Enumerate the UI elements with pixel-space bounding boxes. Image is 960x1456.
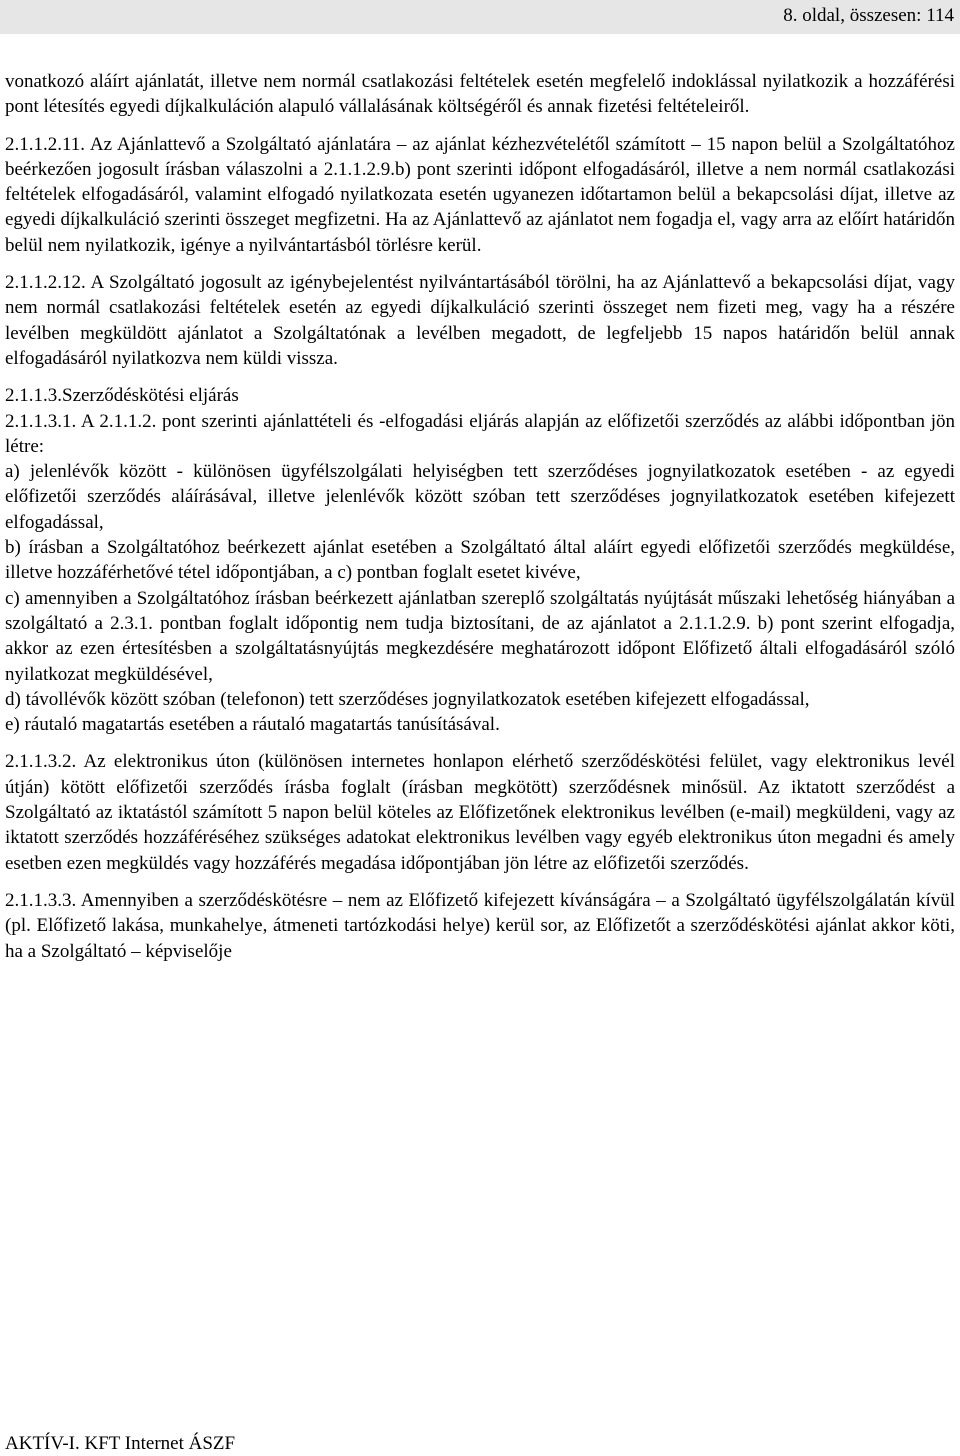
page-footer: AKTÍV-I. KFT Internet ÁSZF <box>5 1433 236 1454</box>
list-item-e: e) ráutaló magatartás esetében a ráutaló magatartás tanúsításával. <box>5 714 500 736</box>
paragraph-2-1-1-2-11: 2.1.1.2.11. Az Ajánlattevő a Szolgáltató ajánlatára – az ajánlat kézhezvételétől számított – 15 napon belül a Szolgáltatóhoz beérkezően jogosult írásban válaszolni a 2.1.1.2.9.b) pont szerinti időpont elfogadásáról, illetve a nem normál csatlakozási feltételek elfogadásáról, valamint elfogadó nyilatkozata esetén ugyanezen időtartamon belül a bekapcsolási díjat, illetve az egyedi díjkalkuláció szerinti összeget megfizetni. Ha az Ajánlattevő az ajánlatot nem fogadja el, vagy arra az előírt határidőn belül nem nyilatkozik, igénye a nyilvántartásból törlésre kerül. <box>5 133 955 256</box>
paragraph-2-1-1-3-2: 2.1.1.3.2. Az elektronikus úton (különösen internetes honlapon elérhető szerződéskötési felület, vagy elektronikus levél útján) kötött előfizetői szerződés írásba foglalt (írásban megkötött) szerződésnek minősül. Az iktatott szerződést a Szolgáltató az iktatástól számított 5 napon belül köteles az Előfizetőnek elektronikus levélben (e-mail) megküldeni, vagy az iktatott szerződés hozzáféréséhez szükséges adatokat elektronikus levélben vagy egyéb elektronikus úton megadni és amely esetben ezen megküldés vagy hozzáférés megadása időpontjában jön létre az előfizetői szerződés. <box>5 751 955 874</box>
list-item-d: d) távollévők között szóban (telefonon) tett szerződéses jognyilatkozatok esetében kifejezett elfogadással, <box>5 688 810 710</box>
paragraph-continuation: vonatkozó aláírt ajánlatát, illetve nem normál csatlakozási feltételek esetén megfelelő indoklással nyilatkozik a hozzáférési pont létesítés egyedi díjkalkuláción alapuló vállalásának költségéről és annak fizetési feltételeiről. <box>5 71 955 118</box>
paragraph-2-1-1-2-12: 2.1.1.2.12. A Szolgáltató jogosult az igénybejelentést nyilvántartásából törölni, ha az Ajánlattevő a bekapcsolási díjat, vagy nem normál csatlakozási feltételek esetén az egyedi díjkalkuláció szerinti összeget nem fizeti meg, vagy ha a részére levélben megküldött ajánlatot a Szolgáltatónak a levélben megadott, de legfeljebb 15 napos határidőn belül annak elfogadásáról nyilatkozva nem küldi vissza. <box>5 272 955 369</box>
list-item-b: b) írásban a Szolgáltatóhoz beérkezett ajánlat esetében a Szolgáltató által aláírt egyedi előfizetői szerződés megküldése, illetve hozzáférhetővé tétel időpontjában, a c) pontban foglalt esetet kivéve, <box>5 537 955 584</box>
document-body <box>5 69 955 964</box>
list-item-a: a) jelenlévők között - különösen ügyfélszolgálati helyiségben tett szerződéses jognyilatkozatok esetében - az egyedi előfizetői szerződés aláírásával, illetve jelenlévők között szóban tett szerződéses jognyilatkozatok esetében kifejezett elfogadással, <box>5 461 955 533</box>
section-heading-2-1-1-3: 2.1.1.3.Szerződéskötési eljárás <box>5 385 239 407</box>
paragraph-2-1-1-3-1: 2.1.1.3.1. A 2.1.1.2. pont szerinti ajánlattételi és -elfogadási eljárás alapján az előfizetői szerződés az alábbi időpontban jön létre: <box>5 410 955 457</box>
list-item-c: c) amennyiben a Szolgáltatóhoz írásban beérkezett ajánlatban szereplő szolgáltatás nyújtását műszaki lehetőség hiányában a szolgáltató a 2.3.1. pontban foglalt időpontig nem tudja biztosítani, de az ajánlatot a 2.1.1.2.9. b) pont szerint elfogadja, akkor az ezen értesítésben a szolgáltatásnyújtás megkezdésére meghatározott időpont Előfizető általi elfogadásáról szóló nyilatkozat megküldésével, <box>5 587 955 685</box>
page-header <box>0 0 960 34</box>
paragraph-2-1-1-3-3: 2.1.1.3.3. Amennyiben a szerződéskötésre – nem az Előfizető kifejezett kívánságára – a Szolgáltató ügyfélszolgálatán kívül (pl. Előfizető lakása, munkahelye, átmeneti tartózkodási helye) kerül sor, az Előfizetőt a szerződéskötési ajánlat akkor köti, ha a Szolgáltató – képviselője <box>5 889 955 962</box>
page-number: 8. oldal, összesen: 114 <box>783 5 954 26</box>
